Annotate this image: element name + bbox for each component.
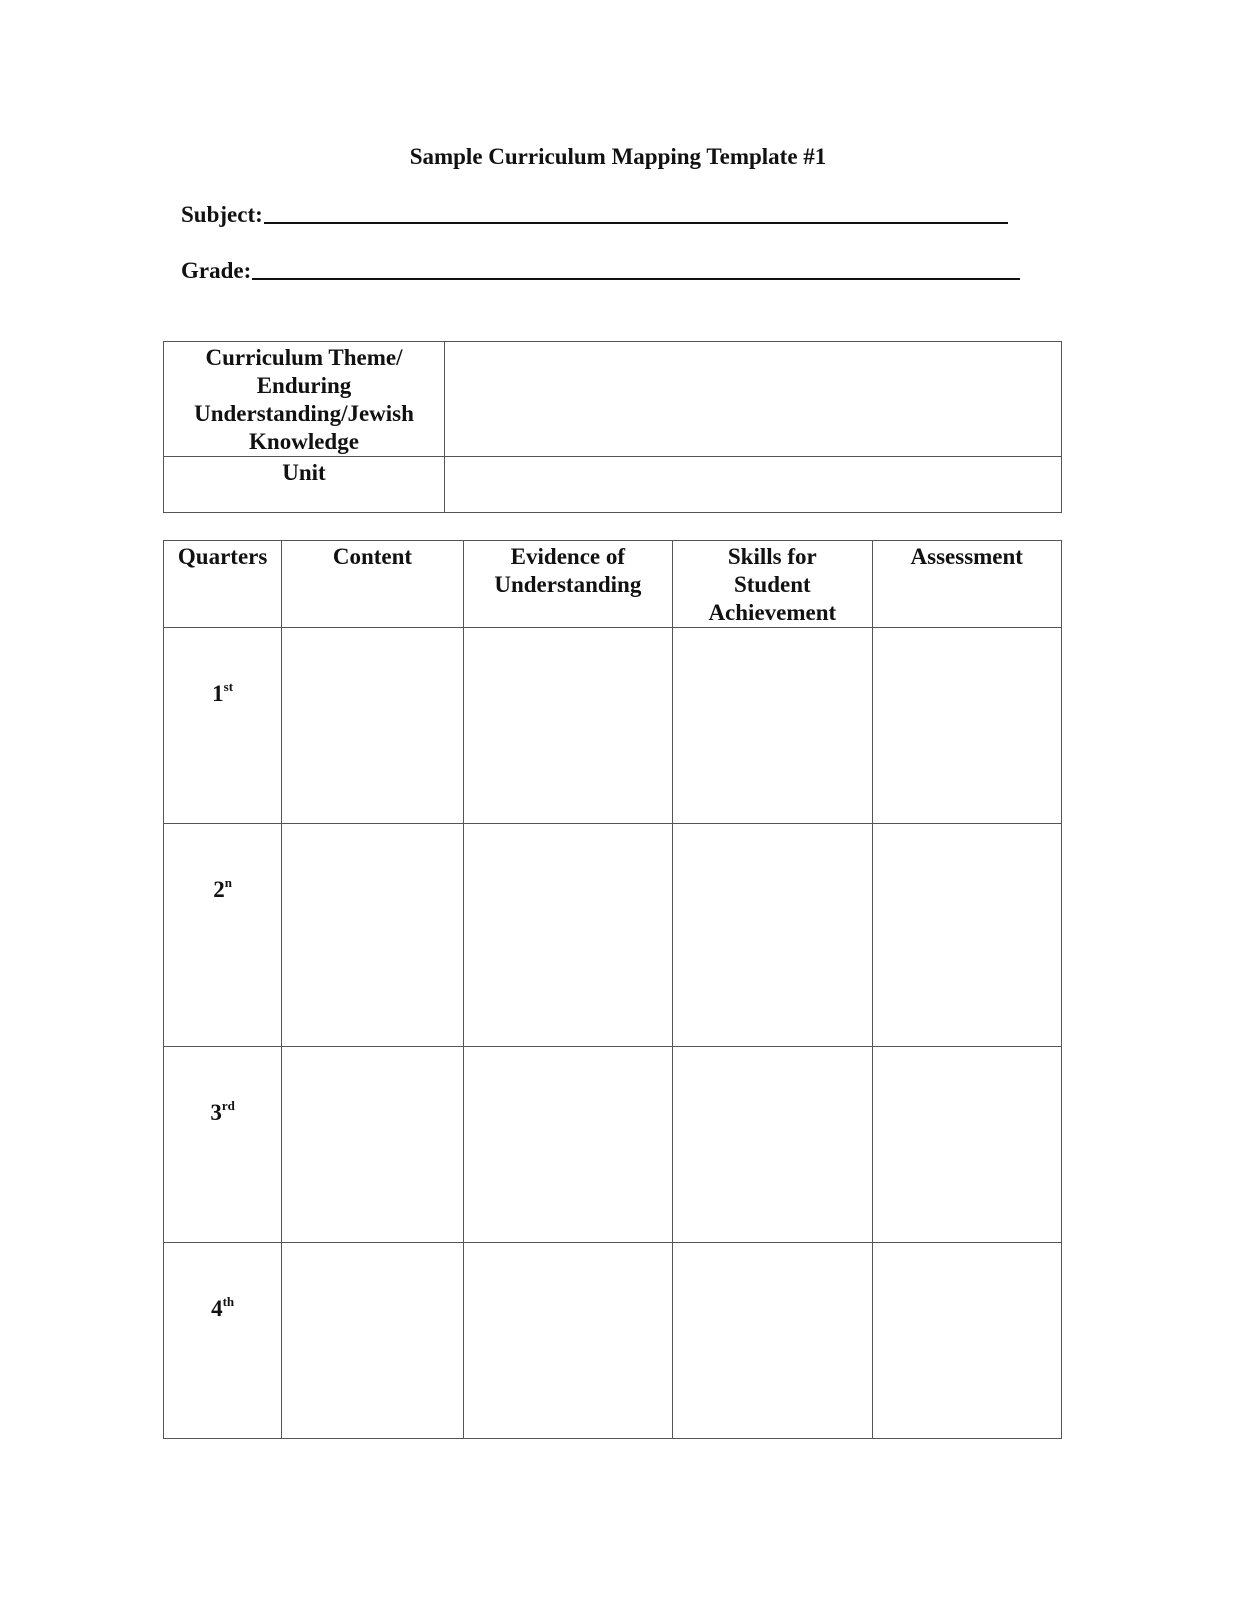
assessment-cell[interactable] [872,824,1061,1047]
quarter-cell [164,1047,282,1243]
header-content: Content [282,541,463,628]
skills-cell[interactable] [673,628,872,824]
unit-label: Unit [282,460,326,485]
page-title: Sample Curriculum Mapping Template #1 [409,144,827,169]
theme-table [163,341,1062,513]
evidence-cell[interactable] [463,1047,672,1243]
table-row [164,628,1062,824]
unit-value-cell[interactable] [445,457,1062,513]
subject-field[interactable] [181,200,1008,228]
skills-cell[interactable] [673,1243,872,1439]
quarter-cell [164,1243,282,1439]
unit-label-cell [164,457,445,513]
subject-label: Subject: [181,202,263,227]
content-cell[interactable] [282,824,463,1047]
assessment-cell[interactable] [872,628,1061,824]
header-quarters: Quarters [164,541,282,628]
curriculum-map-table [163,540,1062,1439]
quarter-suffix: th [222,1294,235,1309]
evidence-cell[interactable] [463,628,672,824]
evidence-cell[interactable] [463,1243,672,1439]
content-cell[interactable] [282,628,463,824]
theme-value-cell[interactable] [445,342,1062,457]
assessment-cell[interactable] [872,1243,1061,1439]
theme-label: Curriculum Theme/ Enduring Understanding/Jewish Knowledge [194,345,414,454]
quarter-suffix: st [223,679,234,694]
quarter-number: 2 [213,877,225,902]
content-cell[interactable] [282,1047,463,1243]
quarter-suffix: n [224,875,232,890]
theme-label-cell [164,342,445,457]
evidence-cell[interactable] [463,824,672,1047]
table-row [164,1243,1062,1439]
assessment-cell[interactable] [872,1047,1061,1243]
header-evidence [463,541,672,628]
quarter-cell [164,628,282,824]
table-row [164,824,1062,1047]
subject-input-line[interactable] [264,200,1008,224]
grade-field[interactable] [181,256,1020,284]
content-cell[interactable] [282,1243,463,1439]
header-row [164,541,1062,628]
theme-row [164,342,1062,457]
quarter-number: 3 [210,1100,222,1125]
quarter-cell [164,824,282,1047]
header-evidence-label: Evidence of Understanding [494,544,642,597]
header-skills [673,541,872,628]
quarter-number: 4 [211,1296,223,1321]
quarter-suffix: rd [221,1098,235,1113]
grade-input-line[interactable] [252,256,1020,280]
grade-label: Grade: [181,258,252,283]
quarter-number: 1 [212,681,224,706]
skills-cell[interactable] [673,824,872,1047]
header-assessment: Assessment [872,541,1061,628]
header-skills-label: Skills for Student Achievement [708,544,837,625]
table-row [164,1047,1062,1243]
unit-row [164,457,1062,513]
skills-cell[interactable] [673,1047,872,1243]
